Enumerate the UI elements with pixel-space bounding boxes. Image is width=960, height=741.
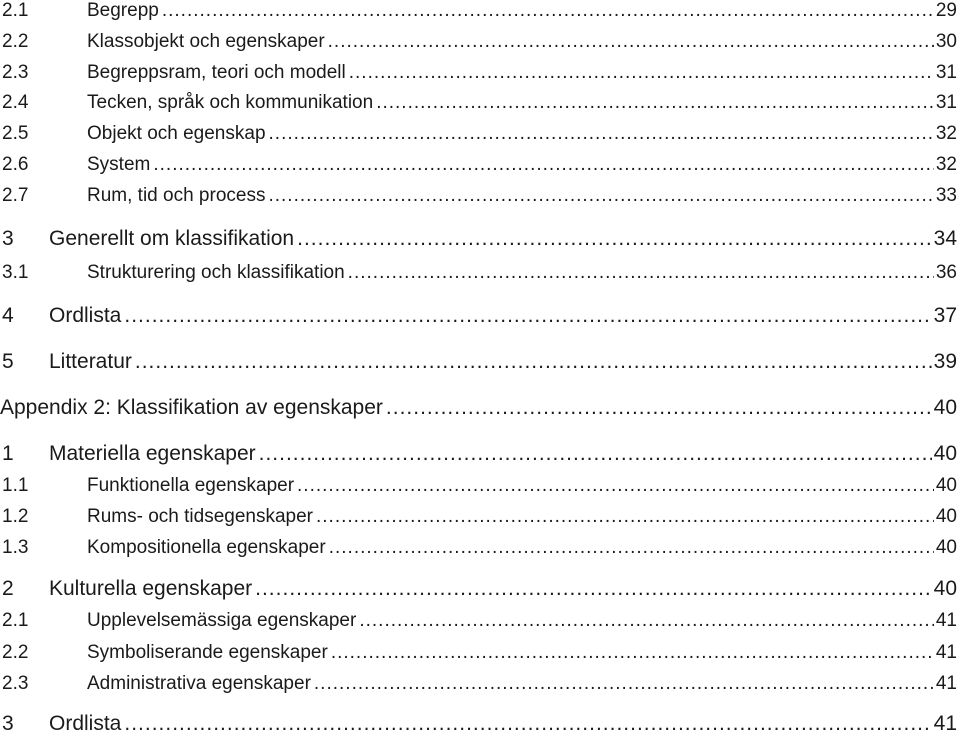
toc-entry-title: Kompositionella egenskaper	[87, 537, 326, 558]
toc-entry-title: Rums- och tidsegenskaper	[87, 506, 313, 527]
toc-entry-title: System	[87, 154, 151, 175]
toc-entry-page: 41	[933, 712, 957, 735]
dot-leader	[162, 0, 934, 22]
toc-entry[interactable]	[0, 227, 957, 251]
toc-entry-number: 2.5	[2, 123, 29, 144]
toc-entry-title: Ordlista	[49, 712, 122, 735]
dot-leader	[349, 62, 934, 84]
toc-entry-number: 1.1	[2, 475, 29, 496]
toc-entry-number: 2	[2, 577, 14, 600]
toc-entry-page: 41	[935, 673, 957, 694]
toc-entry-page: 36	[935, 262, 957, 283]
toc-entry-number: 1	[2, 442, 14, 465]
dot-leader	[314, 673, 934, 695]
dot-leader	[376, 92, 934, 114]
toc-entry[interactable]	[0, 62, 957, 84]
toc-entry-page: 34	[933, 227, 957, 250]
dot-leader	[297, 227, 932, 251]
toc-entry-page: 40	[933, 396, 957, 419]
toc-entry-title: Kulturella egenskaper	[49, 577, 253, 600]
toc-entry[interactable]	[0, 350, 957, 374]
toc-entry[interactable]	[0, 537, 957, 559]
toc-entry-page: 40	[935, 537, 957, 558]
dot-leader	[297, 475, 934, 497]
toc-entry[interactable]	[0, 506, 957, 528]
toc-entry-number: 3	[2, 712, 14, 735]
toc-entry-number: 2.1	[2, 0, 29, 21]
dot-leader	[329, 537, 934, 559]
toc-entry-number: 2.7	[2, 185, 29, 206]
toc-entry-page: 29	[935, 0, 957, 21]
toc-entry[interactable]	[0, 712, 957, 736]
toc-entry-number: 2.2	[2, 31, 29, 52]
dot-leader	[255, 577, 932, 601]
toc-entry-page: 41	[935, 610, 957, 631]
toc-entry-number: 1.3	[2, 537, 29, 558]
toc-entry-title: Appendix 2: Klassifikation av egenskaper	[0, 396, 383, 419]
toc-entry-title: Strukturering och klassifikation	[87, 262, 345, 283]
toc-entry-number: 2.1	[2, 610, 29, 631]
toc-entry-page: 39	[933, 350, 957, 373]
toc-entry-number: 4	[2, 304, 14, 327]
toc-entry-number: 3	[2, 227, 14, 250]
toc-entry-title: Klassobjekt och egenskaper	[87, 31, 325, 52]
toc-entry-page: 40	[933, 577, 957, 600]
toc-entry-page: 32	[935, 123, 957, 144]
toc-entry-number: 3.1	[2, 262, 29, 283]
toc-entry-page: 31	[935, 92, 957, 113]
toc-entry-title: Tecken, språk och kommunikation	[87, 92, 374, 113]
dot-leader	[359, 610, 934, 632]
dot-leader	[153, 154, 934, 176]
toc-entry[interactable]	[0, 642, 957, 664]
toc-entry-number: 5	[2, 350, 14, 373]
dot-leader	[316, 506, 934, 528]
toc-entry-page: 40	[935, 475, 957, 496]
toc-entry[interactable]	[0, 262, 957, 284]
toc-entry-title: Begreppsram, teori och modell	[87, 62, 346, 83]
toc-entry-title: Materiella egenskaper	[49, 442, 256, 465]
dot-leader	[259, 442, 932, 466]
dot-leader	[268, 185, 933, 207]
toc-entry-title: Litteratur	[49, 350, 132, 373]
toc-entry-page: 40	[933, 442, 957, 465]
toc-entry[interactable]	[0, 475, 957, 497]
toc-entry-number: 2.2	[2, 642, 29, 663]
dot-leader	[269, 123, 934, 145]
toc-entry-title: Objekt och egenskap	[87, 123, 266, 144]
toc-entry[interactable]	[0, 396, 957, 420]
toc-entry[interactable]	[0, 154, 957, 176]
toc-entry-title: Begrepp	[87, 0, 159, 21]
toc-entry-title: Ordlista	[49, 304, 122, 327]
toc-entry[interactable]	[0, 673, 957, 695]
toc-entry[interactable]	[0, 0, 957, 22]
toc-entry-number: 2.6	[2, 154, 29, 175]
toc-entry-number: 1.2	[2, 506, 29, 527]
toc-entry-title: Funktionella egenskaper	[87, 475, 295, 496]
dot-leader	[124, 712, 931, 736]
toc-entry-title: Upplevelsemässiga egenskaper	[87, 610, 357, 631]
toc-entry-title: Rum, tid och process	[87, 185, 266, 206]
toc-entry-page: 31	[935, 62, 957, 83]
toc-entry-number: 2.3	[2, 62, 29, 83]
toc-entry[interactable]	[0, 123, 957, 145]
toc-entry-title: Administrativa egenskaper	[87, 673, 311, 694]
dot-leader	[331, 642, 934, 664]
dot-leader	[124, 304, 931, 328]
toc-entry-page: 40	[935, 506, 957, 527]
toc-entry-page: 37	[933, 304, 957, 327]
dot-leader	[348, 262, 934, 284]
toc-entry[interactable]	[0, 442, 957, 466]
toc-entry-page: 32	[935, 154, 957, 175]
toc-entry[interactable]	[0, 31, 957, 53]
dot-leader	[386, 396, 932, 420]
toc-entry-title: Symboliserande egenskaper	[87, 642, 328, 663]
toc-entry[interactable]	[0, 610, 957, 632]
toc-entry-page: 41	[935, 642, 957, 663]
toc-entry[interactable]	[0, 304, 957, 328]
toc-entry-page: 33	[935, 185, 957, 206]
toc-entry-number: 2.4	[2, 92, 29, 113]
toc-entry-number: 2.3	[2, 673, 29, 694]
dot-leader	[135, 350, 932, 374]
toc-entry[interactable]	[0, 92, 957, 114]
toc-entry[interactable]	[0, 577, 957, 601]
dot-leader	[328, 31, 934, 53]
toc-entry[interactable]	[0, 185, 957, 207]
toc-entry-title: Generellt om klassifikation	[49, 227, 295, 250]
toc-entry-page: 30	[935, 31, 957, 52]
